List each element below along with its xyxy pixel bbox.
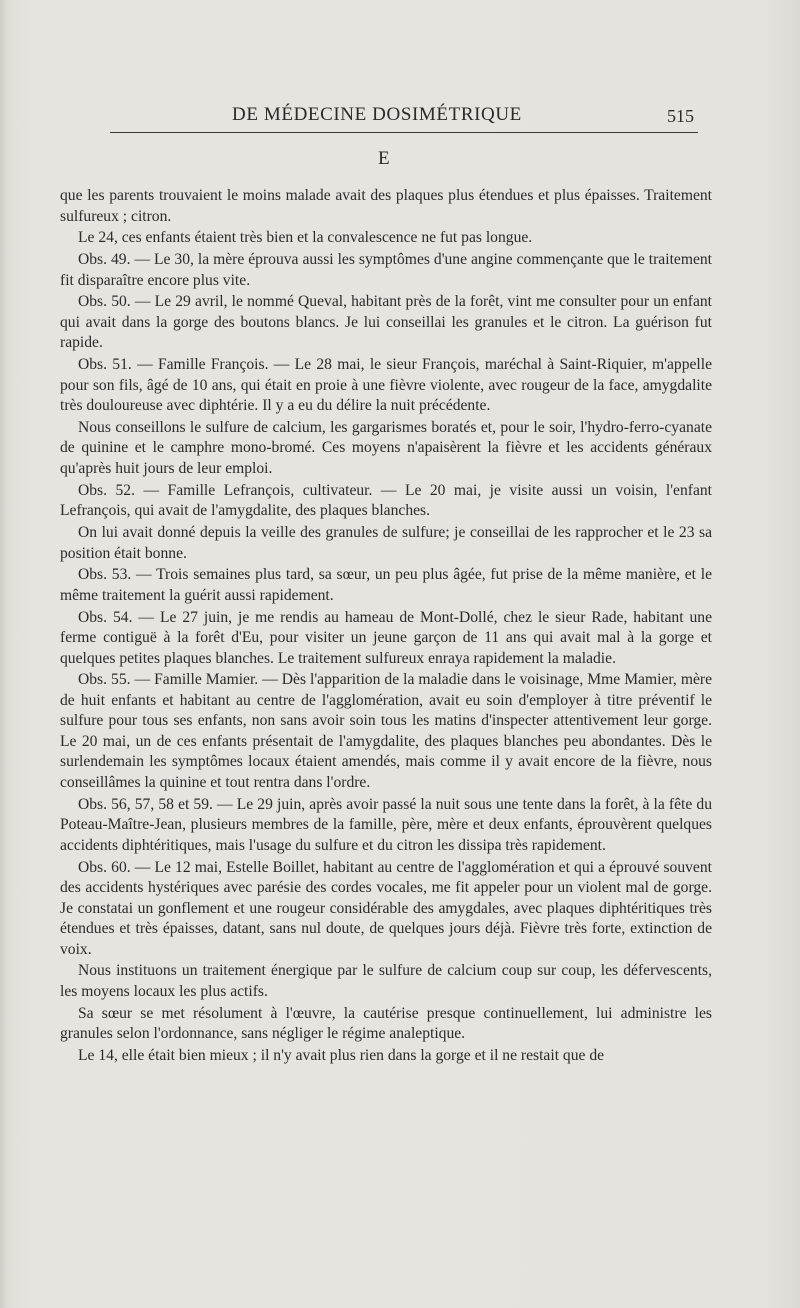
paragraph: Obs. 51. — Famille François. — Le 28 mai, le sieur François, maréchal à Saint-Riquier, m'appelle pour son fils, âgé de 10 ans, qui était en proie à une fièvre violente, avec rougeur de la face, amygdalite très douloureuse avec diphtérie. Il y a eu du délire la nuit précédente. xyxy=(60,356,712,415)
paragraph: Obs. 49. — Le 30, la mère éprouva aussi les symptômes d'une angine commençante que le traitement fit disparaître encore plus vite. xyxy=(60,251,712,289)
paragraph: Obs. 56, 57, 58 et 59. — Le 29 juin, après avoir passé la nuit sous une tente dans la forêt, à la fête du Poteau-Maître-Jean, plusieurs membres de la famille, père, mère et deux enfants, éprouvèrent quelques accidents diphtéritiques, mais l'usage du sulfure et du citron les dissipa très rapidement. xyxy=(60,795,712,854)
page-number: 515 xyxy=(667,106,694,126)
running-head xyxy=(108,100,708,128)
paragraph: Nous instituons un traitement énergique par le sulfure de calcium coup sur coup, les défervescents, les moyens locaux les plus actifs. xyxy=(60,962,712,1000)
paragraph: Obs. 55. — Famille Mamier. — Dès l'apparition de la maladie dans le voisinage, Mme Mamier, mère de huit enfants et habitant au centre de l'agglomération, avait eu soin d'employer à titre préventif le sulfure pour tous ses enfants, non sans avoir soin tous les matins d'inspecter attentivement leur gorge. Le 20 mai, un de ces enfants présentait de l'amygdalite, des plaques blanches peu abondantes. Dès le surlendemain les symptômes locaux étaient amendés, mais comme il y avait encore de la fièvre, nous conseillâmes la quinine et tout rentra dans l'ordre. xyxy=(60,671,712,791)
paragraph: Obs. 52. — Famille Lefrançois, cultivateur. — Le 20 mai, je visite aussi un voisin, l'enfant Lefrançois, qui avait de l'amygdalite, des plaques blanches. xyxy=(60,481,712,520)
paragraph: Nous conseillons le sulfure de calcium, les gargarismes boratés et, pour le soir, l'hydro-ferro-cyanate de quinine et le camphre mono-bromé. Ces moyens n'apaisèrent la fièvre et les accidents généraux qu'après huit jours de leur emploi. xyxy=(60,418,712,477)
paragraph: que les parents trouvaient le moins malade avait des plaques plus étendues et plus épaisses. Traitement sulfureux ; citron. xyxy=(60,187,712,225)
signature-mark: E xyxy=(378,148,390,169)
paragraph: Obs. 50. — Le 29 avril, le nommé Queval, habitant près de la forêt, vint me consulter pour un enfant qui avait dans la gorge des boutons blancs. Je lui conseillai les granules et le citron. La guérison fut rapide. xyxy=(60,293,712,352)
paragraph: Obs. 54. — Le 27 juin, je me rendis au hameau de Mont-Dollé, chez le sieur Rade, habitant une ferme contiguë à la forêt d'Eu, pour visiter un jeune garçon de 11 ans qui avait mal à la gorge et quelques petites plaques blanches. Le traitement sulfureux enraya rapidement la maladie. xyxy=(60,608,712,667)
paragraph: On lui avait donné depuis la veille des granules de sulfure; je conseillai de les rapprocher et le 23 sa position était bonne. xyxy=(60,524,712,562)
running-title: DE MÉDECINE DOSIMÉTRIQUE xyxy=(232,104,522,125)
paragraph: Le 14, elle était bien mieux ; il n'y avait plus rien dans la gorge et il ne restait que de xyxy=(78,1046,605,1064)
paragraph: Sa sœur se met résolument à l'œuvre, la cautérise presque continuellement, lui administre les granules selon l'ordonnance, sans négliger le régime analeptique. xyxy=(60,1004,712,1043)
paragraph: Obs. 53. — Trois semaines plus tard, sa sœur, un peu plus âgée, fut prise de la même manière, et le même traitement la guérit aussi rapidement. xyxy=(60,566,712,604)
body-text xyxy=(60,186,712,1068)
paragraph: Le 24, ces enfants étaient très bien et la convalescence ne fut pas longue. xyxy=(78,229,533,247)
paragraph: Obs. 60. — Le 12 mai, Estelle Boillet, habitant au centre de l'agglomération et qui a éprouvé souvent des accidents hystériques avec parésie des cordes vocales, me fit appeler pour un violent mal de gorge. Je constatai un gonflement et une rougeur considérable des amygdales, avec plaques diphtéritiques très étendues et très épaisses, datant, sans nul doute, de quelques jours déjà. Fièvre très forte, extinction de voix. xyxy=(60,858,712,958)
page-gutter-shadow xyxy=(0,0,6,1308)
header-rule xyxy=(110,132,698,133)
